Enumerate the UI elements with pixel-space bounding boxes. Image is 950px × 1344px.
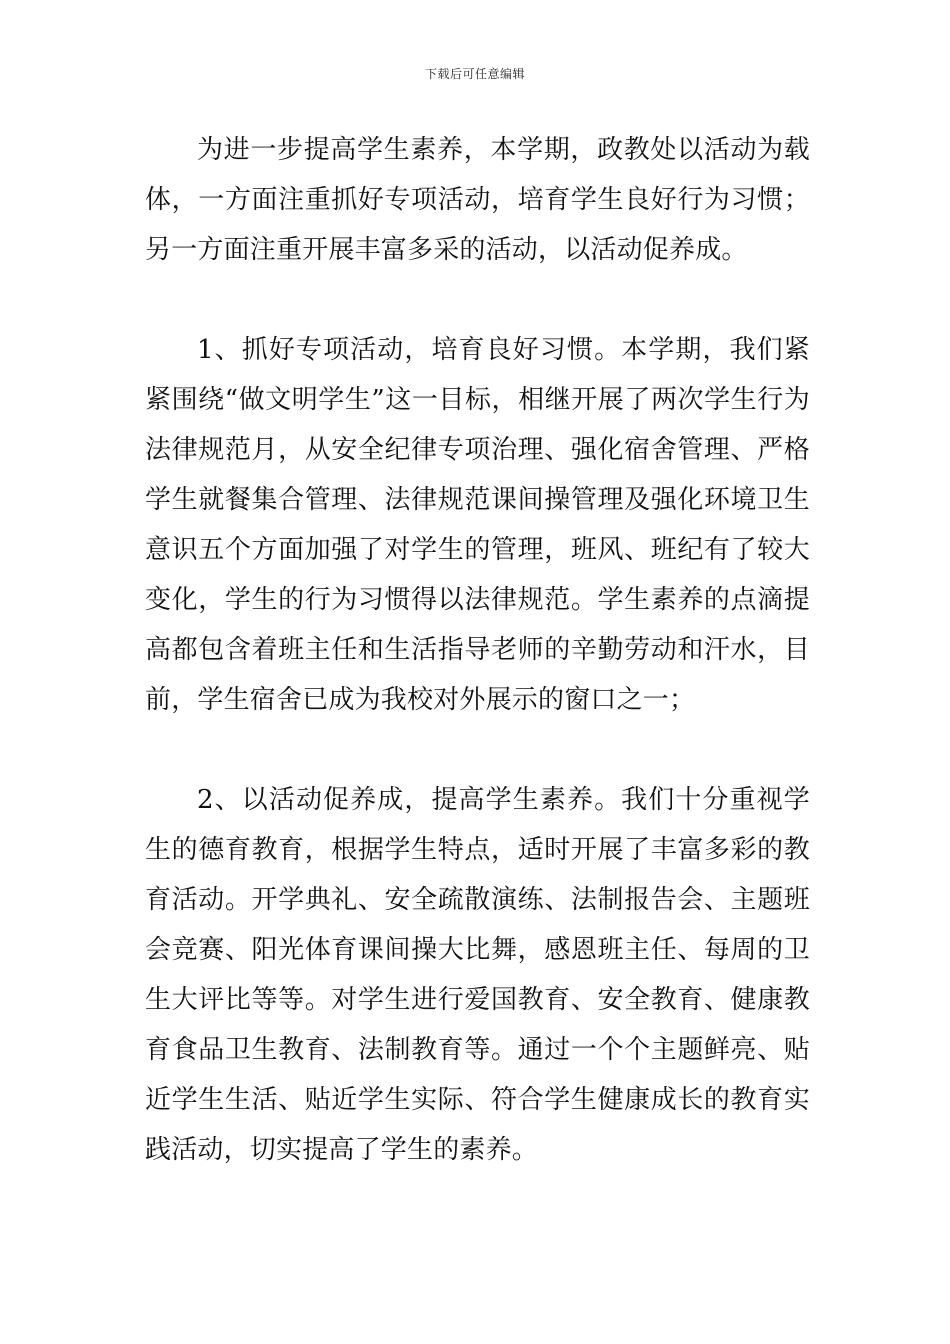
paragraph-item-2: 2、以活动促养成，提高学生素养。我们十分重视学生的德育教育，根据学生特点，适时开展了丰富多彩的教育活动。开学典礼、安全疏散演练、法制报告会、主题班会竞赛、阳光体育课间操大比舞，感恩班主任、每周的卫生大评比等等。对学生进行爱国教育、安全教育、健康教育食品卫生教育、法制教育等。通过一个个主题鲜亮、贴近学生生活、贴近学生实际、符合学生健康成长的教育实践活动，切实提高了学生的素养。	[145, 785, 810, 1165]
page-header: 下载后可任意编辑	[424, 67, 525, 81]
paragraph-item-1: 1、抓好专项活动，培育良好习惯。本学期，我们紧紧围绕“做文明学生”这一目标，相继开展了两次学生行为法律规范月，从安全纪律专项治理、强化宿舍管理、严格学生就餐集合管理、法律规范课间操管理及强化环境卫生意识五个方面加强了对学生的管理，班风、班纪有了较大变化，学生的行为习惯得以法律规范。学生素养的点滴提高都包含着班主任和生活指导老师的辛勤劳动和汗水，目前，学生宿舍已成为我校对外展示的窗口之一；	[145, 335, 810, 715]
paragraph-intro: 为进一步提高学生素养，本学期，政教处以活动为载体，一方面注重抓好专项活动，培育学生良好行为习惯；另一方面注重开展丰富多采的活动，以活动促养成。	[145, 135, 810, 265]
